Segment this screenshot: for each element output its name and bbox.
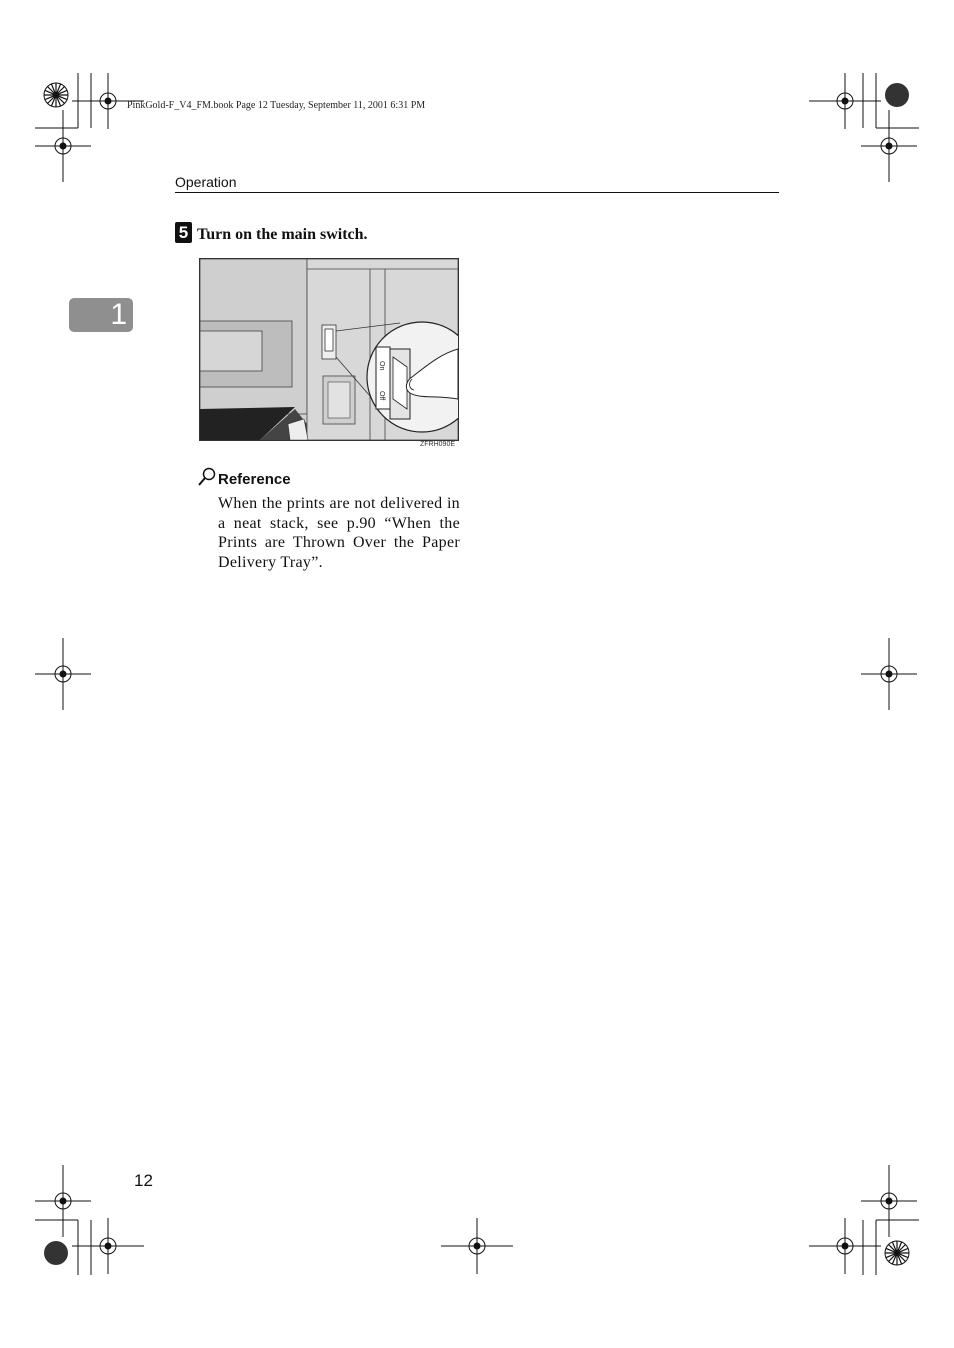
reference-text: When the prints are not delivered in a neat stack, see p.90 “When the Prints are Thrown Over the Paper Delivery Tray”. (218, 495, 460, 571)
reference-heading: Reference (218, 471, 291, 488)
book-file-header: PinkGold-F_V4_FM.book Page 12 Tuesday, September 11, 2001 6:31 PM (127, 100, 426, 111)
page-number: 12 (134, 1171, 153, 1190)
header-divider (175, 192, 779, 193)
step-number-badge: 5 (175, 222, 192, 243)
step-instruction: Turn on the main switch. (197, 226, 368, 243)
switch-off-label: Off (378, 391, 385, 401)
main-switch-illustration (199, 258, 459, 441)
illustration-code: ZFRH090E (420, 441, 456, 448)
chapter-tab: 1 (69, 298, 133, 332)
switch-on-label: On (378, 361, 385, 371)
magnifier-reference-icon (197, 467, 217, 487)
running-header-section: Operation (175, 174, 237, 190)
